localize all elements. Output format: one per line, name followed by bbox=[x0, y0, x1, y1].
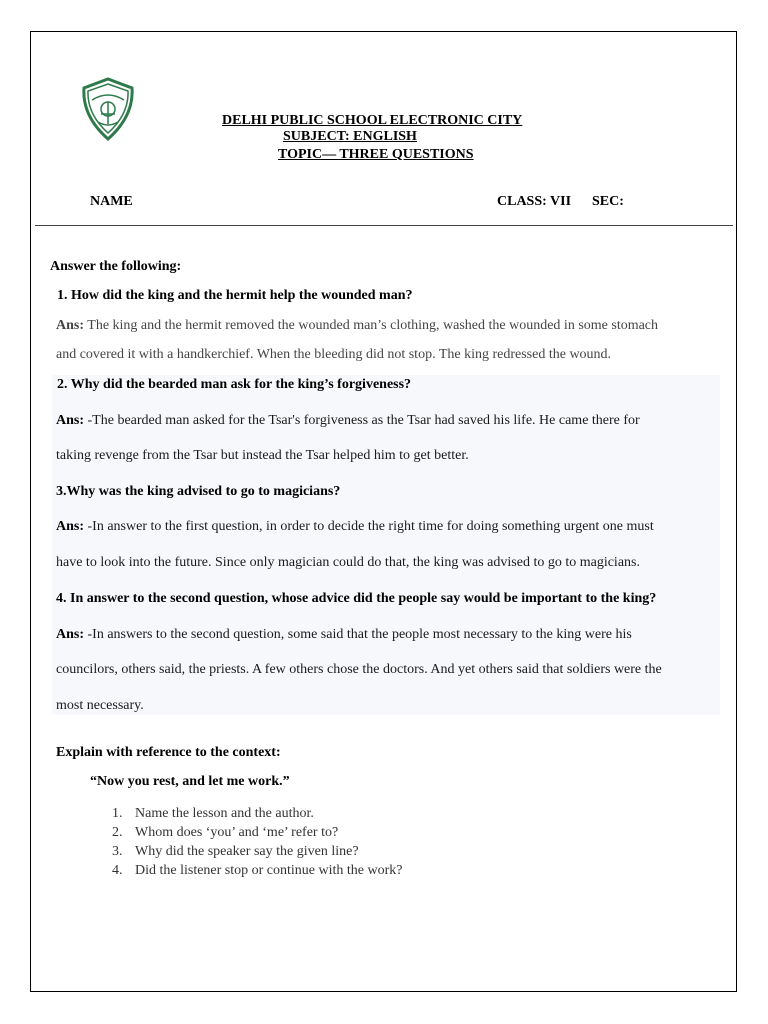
school-title: DELHI PUBLIC SCHOOL ELECTRONIC CITY bbox=[222, 113, 523, 128]
question-3: 3.Why was the king advised to go to magicians? bbox=[56, 484, 341, 499]
context-question-list bbox=[112, 804, 403, 880]
answer-3-line-2: have to look into the future. Since only magician could do that, the king was advised to go to magicians. bbox=[56, 555, 640, 570]
header-divider bbox=[35, 225, 733, 226]
list-item: 2. Whom does ‘you’ and ‘me’ refer to? bbox=[112, 825, 339, 840]
answer-4-line-1: Ans: -In answers to the second question, some said that the people most necessary to the king were his bbox=[56, 627, 632, 642]
list-item: 3. Why did the speaker say the given line? bbox=[112, 844, 359, 859]
subject-title: SUBJECT: ENGLISH bbox=[283, 129, 417, 144]
question-1: 1. How did the king and the hermit help the wounded man? bbox=[57, 288, 413, 303]
sec-label: SEC: bbox=[592, 194, 624, 209]
list-item: 4. Did the listener stop or continue with the work? bbox=[112, 863, 403, 878]
question-4: 4. In answer to the second question, whose advice did the people say would be important to the king? bbox=[56, 591, 657, 606]
answer-1-line-2: and covered it with a handkerchief. When the bleeding did not stop. The king redressed the wound. bbox=[56, 347, 612, 362]
answer-4-line-2: councilors, others said, the priests. A few others chose the doctors. And yet others said that soldiers were the bbox=[56, 662, 662, 677]
answer-3-line-1: Ans: -In answer to the first question, in order to decide the right time for doing something urgent one must bbox=[56, 519, 654, 534]
section1-heading: Answer the following: bbox=[50, 259, 182, 274]
question-2: 2. Why did the bearded man ask for the king’s forgiveness? bbox=[57, 377, 412, 392]
answer-2-line-2: taking revenge from the Tsar but instead the Tsar helped him to get better. bbox=[56, 448, 469, 463]
list-item: 1. Name the lesson and the author. bbox=[112, 806, 314, 821]
name-label: NAME bbox=[90, 194, 133, 209]
answer-2-line-1: Ans: -The bearded man asked for the Tsar's forgiveness as the Tsar had saved his life. He came there for bbox=[56, 413, 640, 428]
topic-title: TOPIC— THREE QUESTIONS bbox=[278, 147, 474, 162]
section2-heading: Explain with reference to the context: bbox=[56, 745, 281, 760]
class-label: CLASS: VII bbox=[497, 194, 572, 209]
school-crest-icon bbox=[76, 76, 140, 142]
answer-4-line-3: most necessary. bbox=[56, 698, 144, 713]
context-quote: “Now you rest, and let me work.” bbox=[90, 774, 290, 789]
answer-1-line-1: Ans: The king and the hermit removed the wounded man’s clothing, washed the wounded in some stomach bbox=[56, 318, 659, 333]
